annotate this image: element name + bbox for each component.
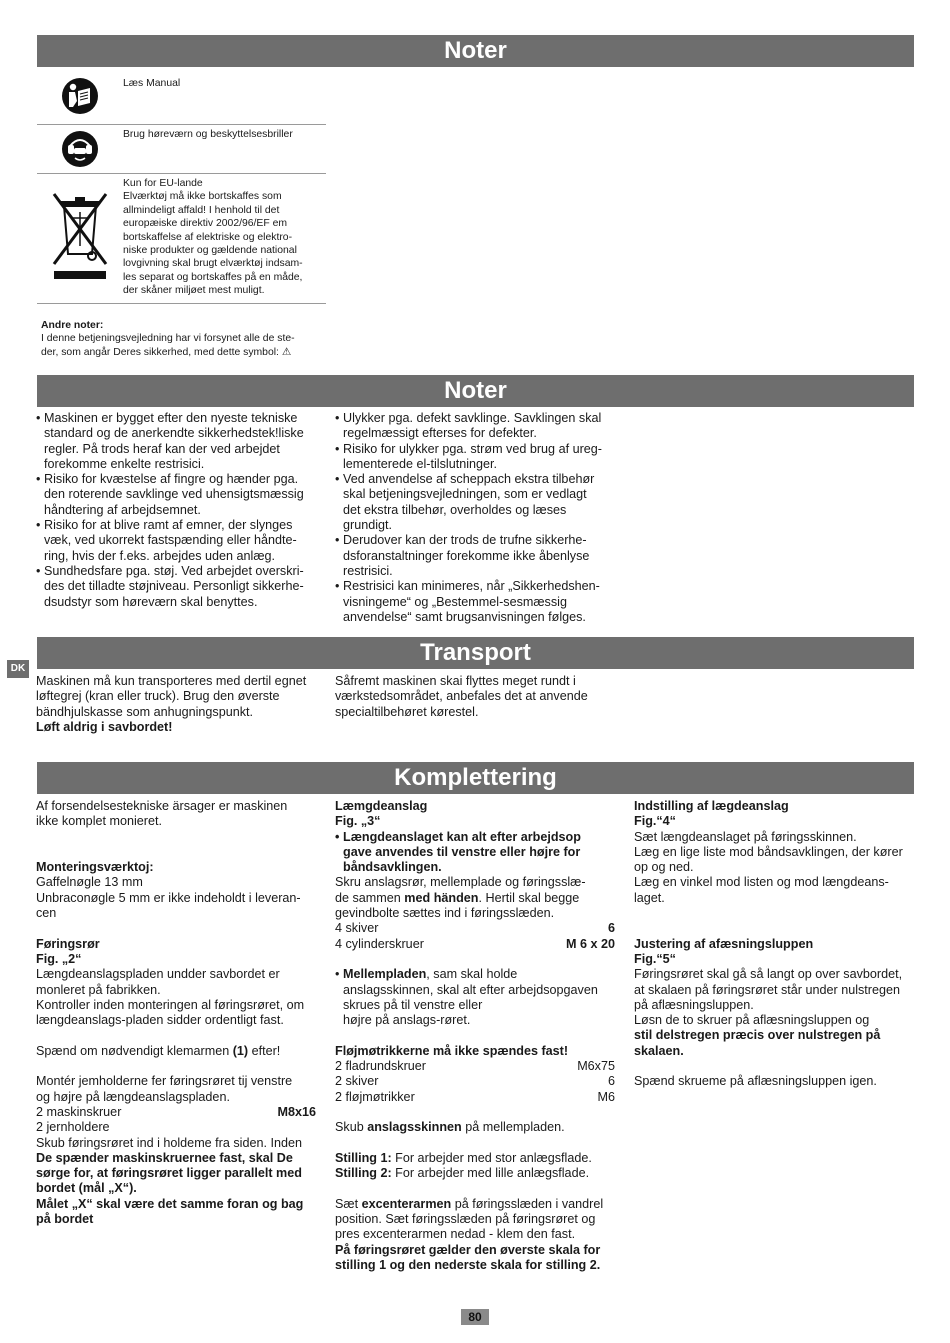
- text-line: specialtilbehøret kørestel.: [335, 704, 479, 719]
- text-line: på bordet: [36, 1212, 94, 1227]
- text-span: Mellempladen: [343, 967, 427, 982]
- text-line: skal betjeningsvejledningen, som er vedlagt: [343, 487, 587, 502]
- text-line: højre på anslags-røret.: [343, 1013, 471, 1028]
- text-line: bändhjulskasse som anhugningspunkt.: [36, 704, 254, 719]
- text-line: • Ulykker pga. defekt savklinge. Savklingen skal: [343, 411, 602, 425]
- text-line: visningeme“ og „Bestemmel-sesmæssig: [343, 594, 567, 609]
- text-span: Stilling 1:: [335, 1150, 392, 1165]
- text-line: sørge for, at føringsrøret ligger parallelt med: [36, 1166, 302, 1181]
- text-line: cen: [36, 906, 57, 921]
- read-manual-icon: [37, 67, 123, 124]
- text-line: [335, 1120, 615, 1135]
- parts-row: [335, 1090, 615, 1105]
- section-title-transport: Transport: [37, 637, 914, 669]
- text-line: lementerede el-tilslutninger.: [343, 456, 498, 471]
- text-line: dsudstyr som høreværn skal benyttes.: [44, 594, 258, 609]
- part-value: M8x16: [277, 1104, 316, 1119]
- text-line: grundigt.: [343, 518, 393, 533]
- list-item: [335, 830, 615, 876]
- figure-ref: Fig.“5“: [634, 951, 676, 966]
- andre-noter: [41, 319, 331, 359]
- ear-eye-protection-icon: [37, 125, 123, 173]
- text-line: regelmæssigt efterses for defekter.: [343, 426, 537, 441]
- figure-ref: Fig.“4“: [634, 814, 676, 829]
- transport-warning: Løft aldrig i savbordet!: [36, 719, 173, 734]
- text-line: standard og de anerkendte sikkerhedstek!liske: [44, 426, 304, 441]
- symbol-table: [37, 67, 326, 304]
- text-line: længdeanslags-pladen sidder ordentligt fast.: [36, 1013, 284, 1028]
- figure-ref: Fig. „2“: [36, 951, 82, 966]
- list-item: [335, 472, 625, 533]
- part-label: 2 fladrundskruer: [335, 1059, 427, 1074]
- text-line: løftegrej (kran eller truck). Brug den øverste: [36, 689, 280, 704]
- text-line: • Derudover kan der trods de trufne sikkerhe-: [343, 533, 587, 548]
- text-line: Føringsrøret skal gå så langt op over savbordet,: [634, 967, 903, 982]
- list-item: [36, 472, 326, 518]
- text-line: Længdeanslagspladen undder savbordet er: [36, 967, 280, 982]
- text-span: med händen: [404, 890, 479, 905]
- text-line: gave anvendes til venstre eller højre for: [343, 844, 581, 859]
- part-value: M6: [597, 1089, 615, 1104]
- weee-line: lovgivning skal brugt elværktøj indsam-: [123, 258, 303, 270]
- text-line: [335, 1197, 615, 1212]
- section-title-noter: Noter: [37, 35, 914, 67]
- text-span: efter!: [248, 1043, 281, 1058]
- text-line: skrues på til venstre eller: [343, 997, 483, 1012]
- symbol-row-manual: [37, 67, 326, 125]
- text-line: Gaffelnøgle 13 mm: [36, 875, 143, 890]
- figure-ref: Fig. „3“: [335, 814, 381, 829]
- andre-noter-line: der, som angår Deres sikkerhed, med dette symbol: ⚠: [41, 346, 292, 358]
- weee-line: europæiske direktiv 2002/96/EF em: [123, 218, 288, 230]
- list-item: [335, 579, 625, 625]
- andre-noter-line: I denne betjeningsvejledning har vi forsynet alle de ste-: [41, 333, 295, 345]
- text-line: • Ved anvendelse af scheppach ekstra tilbehør: [343, 472, 595, 487]
- andre-noter-heading: Andre noter:: [41, 320, 104, 331]
- text-line: forekomme enkelte restrisici.: [44, 456, 205, 471]
- text-line: værkstedsområdet, anbefales det at anvende: [335, 689, 588, 704]
- text-line: laget.: [634, 890, 665, 905]
- text-line: den roterende savklinge ved uhensigtsmæssig: [44, 487, 304, 502]
- text-line: anvendelse“ samt brugsanvisningen følges.: [343, 609, 586, 624]
- parts-row: [335, 1074, 615, 1089]
- symbol-text-protection: Brug høreværn og beskyttelsesbriller: [123, 129, 293, 140]
- text-line: Skub føringsrøret ind i holdeme fra siden. Inden: [36, 1135, 302, 1150]
- text-line: Spænd skrueme på aflæsningsluppen igen.: [634, 1074, 877, 1089]
- komplettering-column-2: [335, 799, 615, 1273]
- text-line: ring, hvis der f.eks. arbejdes uden anlæg.: [44, 548, 276, 563]
- text-line: pres excenterarmen nedad - klem den fast.: [335, 1227, 576, 1242]
- text-line: at skalaen på føringsrøret står under nulstregen: [634, 982, 900, 997]
- text-span: Spænd om nødvendigt klemarmen: [36, 1043, 233, 1058]
- text-line: [335, 1166, 615, 1181]
- text-span: excenterarmen: [361, 1196, 452, 1211]
- parts-row: [335, 1059, 615, 1074]
- list-item: [335, 411, 625, 442]
- list-item: [335, 442, 625, 473]
- text-line: • Maskinen er bygget efter den nyeste tekniske: [44, 411, 298, 425]
- symbol-text-manual: Læs Manual: [123, 78, 181, 89]
- text-line: stilling 1 og den nederste skala for stilling 2.: [335, 1257, 601, 1272]
- text-line: dsforanstaltninger forekomme ikke åbenlyse: [343, 548, 590, 563]
- komplettering-column-3: [634, 799, 914, 1090]
- text-span: de sammen: [335, 890, 405, 905]
- text-line: Sæt længdeanslaget på føringsskinnen.: [634, 829, 857, 844]
- text-line: • Risiko for at blive ramt af emner, der slynges: [44, 518, 293, 533]
- part-label: 2 skiver: [335, 1074, 379, 1089]
- text-line: De spænder maskinskruernee fast, skal De: [36, 1150, 293, 1165]
- text-line: position. Sæt føringsslæden på føringsrøret og: [335, 1212, 596, 1227]
- text-line: det ekstra tilbehør, overholdes og læses: [343, 502, 567, 517]
- weee-line: niske produkter og gældende national: [123, 245, 297, 257]
- part-value: M6x75: [577, 1059, 615, 1074]
- symbol-row-protection: [37, 125, 326, 174]
- list-item: [36, 564, 326, 610]
- part-label: 4 skiver: [335, 921, 379, 936]
- text-line: • Risiko for kvæstelse af fingre og hænder pga.: [44, 472, 299, 487]
- text-line: Læg en vinkel mod listen og mod længdeans-: [634, 875, 889, 890]
- list-item: [36, 411, 326, 472]
- section-title-komplettering: Komplettering: [37, 762, 914, 794]
- weee-line: Elværktøj må ikke bortskaffes som: [123, 191, 282, 203]
- text-line: Skru anslagsrør, mellemplade og føringsslæ-: [335, 875, 586, 890]
- transport-column-1: [36, 674, 326, 735]
- text-line: • Risiko for ulykker pga. strøm ved brug af ureg-: [343, 441, 602, 456]
- noter-column-2: [335, 411, 625, 625]
- weee-bin-icon: [37, 174, 123, 303]
- text-line: gevindbolte sættes ind i føringsslæden.: [335, 906, 555, 921]
- text-span: , sam skal holde: [426, 967, 518, 982]
- text-line: Kontroller inden monteringen al føringsrøret, om: [36, 997, 305, 1012]
- text-line: Såfremt maskinen skai flyttes meget rundt i: [335, 674, 576, 688]
- text-line: Læg en lige liste mod båndsavklingen, der kører: [634, 844, 903, 859]
- weee-line: les separat og bortskaffes på en måde,: [123, 271, 303, 283]
- text-span: . Hertil skal begge: [478, 890, 580, 905]
- part-value: M 6 x 20: [565, 936, 615, 951]
- text-line: 2 jernholdere: [36, 1120, 110, 1135]
- weee-line: Kun for EU-lande: [123, 178, 203, 189]
- text-line: Løsn de to skruer på aflæsningsluppen og: [634, 1013, 870, 1028]
- part-label: 4 cylinderskruer: [335, 936, 424, 951]
- parts-row: [335, 937, 615, 952]
- page-number: 80: [461, 1309, 489, 1325]
- part-label: 2 fløjmøtrikker: [335, 1089, 415, 1104]
- text-line: monleret på fabrikken.: [36, 982, 161, 997]
- text-span: på mellempladen.: [461, 1120, 565, 1135]
- noter-column-1: [36, 411, 326, 610]
- text-span: Skub: [335, 1120, 368, 1135]
- subheading: Justering af afæsningsluppen: [634, 936, 814, 951]
- text-line: væk, ved ukorrekt fastspænding eller håndte-: [44, 533, 297, 548]
- part-label: 2 maskinskruer: [36, 1104, 122, 1119]
- text-line: Unbraconøgle 5 mm er ikke indeholdt i leveran-: [36, 890, 301, 905]
- text-line: op og ned.: [634, 860, 694, 875]
- text-line: [343, 967, 615, 982]
- text-line: des det tilladte støjniveau. Personligt sikkerhe-: [44, 579, 304, 594]
- list-item: [335, 967, 615, 1028]
- weee-line: allmindeligt affald! I henhold til det: [123, 204, 280, 216]
- text-span: For arbejder med stor anlægsflade.: [391, 1150, 592, 1165]
- text-line: håndtering af arbejdsemnet.: [44, 502, 201, 517]
- text-line: skalaen.: [634, 1043, 684, 1058]
- text-line: [36, 1044, 316, 1059]
- text-line: [335, 891, 615, 906]
- text-span: på føringsslæden i vandrel: [451, 1196, 604, 1211]
- text-span: (1): [232, 1043, 249, 1058]
- text-line: båndsavklingen.: [343, 860, 442, 875]
- text-line: og højre på længdeanslagspladen.: [36, 1089, 230, 1104]
- list-item: [335, 533, 625, 579]
- subheading: Monteringsværktoj:: [36, 860, 154, 875]
- weee-line: bortskaffelse af elektriske og elektro-: [123, 231, 293, 243]
- text-line: Maskinen må kun transporteres med dertil egnet: [36, 674, 307, 688]
- text-line: Montér jemholderne fer føringsrøret tij venstre: [36, 1074, 293, 1089]
- text-span: anslagsskinnen: [367, 1120, 462, 1135]
- subheading: Føringsrør: [36, 936, 100, 951]
- text-line: restrisici.: [343, 563, 393, 578]
- transport-column-2: [335, 674, 625, 720]
- symbol-row-weee: [37, 174, 326, 304]
- section-title-noter-2: Noter: [37, 375, 914, 407]
- text-line: på aflæsningsluppen.: [634, 997, 754, 1012]
- subheading: Læmgdeanslag: [335, 799, 428, 813]
- text-line: [335, 1151, 615, 1166]
- text-line: På føringsrøret gælder den øverste skala for: [335, 1242, 601, 1257]
- komplettering-column-1: [36, 799, 316, 1227]
- text-line: bordet (mål „X“).: [36, 1181, 137, 1196]
- list-item: [36, 518, 326, 564]
- text-line: stil delstregen præcis over nulstregen på: [634, 1028, 881, 1043]
- text-line: • Sundhedsfare pga. støj. Ved arbejdet overskri-: [44, 563, 304, 578]
- part-value: 6: [607, 921, 615, 936]
- subheading: Fløjmøtrikkerne må ikke spændes fast!: [335, 1043, 569, 1058]
- language-tab: DK: [7, 660, 29, 678]
- text-line: regler. På trods heraf kan der ved arbejdet: [44, 441, 280, 456]
- subheading: Indstilling af lægdeanslag: [634, 799, 789, 813]
- text-span: For arbejder med lille anlægsflade.: [391, 1166, 590, 1181]
- text-span: Stilling 2:: [335, 1166, 392, 1181]
- text-span: Sæt: [335, 1196, 362, 1211]
- text-line: anslagsskinnen, skal alt efter arbejdsopgaven: [343, 982, 598, 997]
- weee-line: der skåner miljøet mest muligt.: [123, 285, 265, 297]
- symbol-text-weee: [123, 174, 326, 303]
- part-value: 6: [607, 1074, 615, 1089]
- parts-row: [36, 1105, 316, 1120]
- text-line: Af forsendelsestekniske ärsager er maskinen: [36, 799, 288, 813]
- text-line: • Restrisici kan minimeres, når „Sikkerhedshen-: [343, 579, 600, 594]
- text-line: Målet „X“ skal være det samme foran og bag: [36, 1196, 304, 1211]
- text-line: • Længdeanslaget kan alt efter arbejdsop: [343, 829, 581, 844]
- text-line: ikke komplet monieret.: [36, 814, 162, 829]
- parts-row: [335, 921, 615, 936]
